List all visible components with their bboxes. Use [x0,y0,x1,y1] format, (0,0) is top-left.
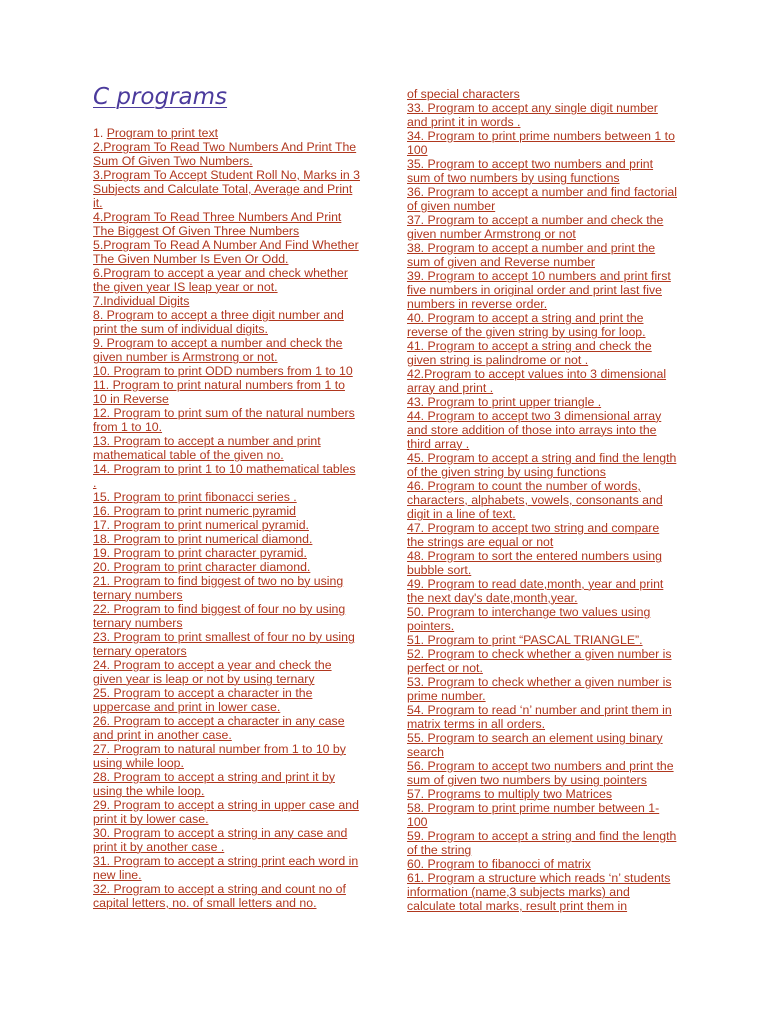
program-link[interactable]: 15. Program to print fibonacci series . [93,490,297,504]
program-link[interactable]: 56. Program to accept two numbers and print the sum of given two numbers by using pointers [407,759,674,787]
program-list-item [93,462,361,490]
program-list-item [407,759,677,787]
program-list-item [93,532,361,546]
program-link[interactable]: 26. Program to accept a character in any case and print in another case. [93,714,345,742]
program-list-item [407,787,677,801]
program-link[interactable]: 25. Program to accept a character in the uppercase and print in lower case. [93,686,313,714]
program-link[interactable]: 61. Program a structure which reads ‘n’ students information (name,3 subjects marks) and calculate total marks, result print them in [407,871,671,913]
program-link[interactable]: 2.Program To Read Two Numbers And Print The Sum Of Given Two Numbers. [93,140,357,168]
program-link[interactable]: 23. Program to print smallest of four no by using ternary operators [93,630,355,658]
program-link[interactable]: 33. Program to accept any single digit number and print it in words . [407,101,658,129]
program-link[interactable]: 37. Program to accept a number and check the given number Armstrong or not [407,213,664,241]
program-link[interactable]: 40. Program to accept a string and print the reverse of the given string by using for loop. [407,311,646,339]
program-list-item [407,857,677,871]
program-link[interactable]: 51. Program to print “PASCAL TRIANGLE”. [407,633,643,647]
program-link[interactable]: 24. Program to accept a year and check the given year is leap or not by using ternary [93,658,332,686]
program-link[interactable]: 14. Program to print 1 to 10 mathematical tables . [93,462,356,490]
program-list-item [407,829,677,857]
program-list-item [407,521,677,549]
program-list-item [93,504,361,518]
program-list-item [93,140,361,168]
program-list-item [93,336,361,364]
program-list-item [407,409,677,451]
program-list-item [93,630,361,658]
program-link[interactable]: 54. Program to read ‘n’ number and print them in matrix terms in all orders. [407,703,672,731]
program-list-item [407,633,677,647]
program-link[interactable]: 55. Program to search an element using binary search [407,731,663,759]
program-link[interactable]: 17. Program to print numerical pyramid. [93,518,309,532]
program-list-item [407,605,677,633]
program-link[interactable]: 6.Program to accept a year and check whether the given year IS leap year or not. [93,266,348,294]
program-list-right [407,87,677,913]
program-link[interactable]: 45. Program to accept a string and find the length of the given string by using functions [407,451,677,479]
program-link[interactable]: 38. Program to accept a number and print the sum of given and Reverse number [407,241,656,269]
program-list-item [93,658,361,686]
program-list-item [407,367,677,395]
program-link[interactable]: 60. Program to fibanocci of matrix [407,857,591,871]
program-link[interactable]: 7.Individual Digits [93,294,190,308]
program-list-item [93,434,361,462]
program-list-item [93,686,361,714]
program-link[interactable]: 31. Program to accept a string print each word in new line. [93,854,359,882]
program-link[interactable]: 46. Program to count the number of words, characters, alphabets, vowels, consonants and digit in a line of text. [407,479,663,521]
program-link[interactable]: 16. Program to print numeric pyramid [93,504,296,518]
program-link[interactable]: 34. Program to print prime numbers between 1 to 100 [407,129,675,157]
program-list-item [93,238,361,266]
program-list-item [407,101,677,129]
program-list-item [93,826,361,854]
program-list-item [93,602,361,630]
program-link[interactable]: 42.Program to accept values into 3 dimensional array and print . [407,367,667,395]
program-link[interactable]: 29. Program to accept a string in upper case and print it by lower case. [93,798,359,826]
program-link[interactable]: of special characters [407,87,520,101]
program-link[interactable]: 19. Program to print character pyramid. [93,546,307,560]
program-list-item [407,801,677,829]
program-link[interactable]: 18. Program to print numerical diamond. [93,532,313,546]
program-list-item [407,311,677,339]
program-link[interactable]: 50. Program to interchange two values using pointers. [407,605,651,633]
program-link[interactable]: 22. Program to find biggest of four no by using ternary numbers [93,602,346,630]
program-list-item [93,854,361,882]
program-list-item [93,406,361,434]
program-list-item [407,871,677,913]
program-list-item [93,126,361,140]
program-list-item [93,378,361,406]
program-link[interactable]: 9. Program to accept a number and check the given number is Armstrong or not. [93,336,343,364]
program-list-item [93,518,361,532]
program-list-item [407,87,677,101]
program-list-item [93,490,361,504]
program-link[interactable]: 8. Program to accept a three digit number and print the sum of individual digits. [93,308,344,336]
program-link[interactable]: 28. Program to accept a string and print it by using the while loop. [93,770,335,798]
program-list-item [407,549,677,577]
program-list-item [407,451,677,479]
program-link[interactable]: 36. Program to accept a number and find factorial of given number [407,185,677,213]
item-number: 1. [93,126,107,140]
program-list-left [93,126,361,910]
program-link[interactable]: 48. Program to sort the entered numbers using bubble sort. [407,549,662,577]
program-link[interactable]: 35. Program to accept two numbers and print sum of two numbers by using functions [407,157,654,185]
program-link[interactable]: 52. Program to check whether a given number is perfect or not. [407,647,672,675]
program-list-item [407,395,677,409]
program-link[interactable]: 43. Program to print upper triangle . [407,395,602,409]
program-list-item [407,479,677,521]
program-list-item [93,294,361,308]
program-list-item [407,241,677,269]
program-link[interactable]: 11. Program to print natural numbers from 1 to 10 in Reverse [93,378,345,406]
program-list-item [407,577,677,605]
program-link[interactable]: Program to print text [106,126,219,140]
program-list-item [407,157,677,185]
program-list-item [93,308,361,336]
program-link[interactable]: 58. Program to print prime number between 1-100 [407,801,660,829]
program-link[interactable]: 53. Program to check whether a given number is prime number. [407,675,672,703]
program-list-item [93,742,361,770]
page-title: C programs [93,84,228,110]
program-list-item [407,731,677,759]
program-list-item [93,882,361,910]
program-link[interactable]: 39. Program to accept 10 numbers and print first five numbers in original order and print last five numbers in reverse order. [407,269,671,311]
program-link[interactable]: 3.Program To Accept Student Roll No, Marks in 3 Subjects and Calculate Total, Average and Print it. [93,168,361,210]
program-link[interactable]: 10. Program to print ODD numbers from 1 to 10 [93,364,353,378]
program-list-item [407,269,677,311]
program-link[interactable]: 49. Program to read date,month, year and print the next day's date,month,year. [407,577,664,605]
program-link[interactable]: 27. Program to natural number from 1 to 10 by using while loop. [93,742,346,770]
program-link[interactable]: 59. Program to accept a string and find the length of the string [407,829,677,857]
program-list-item [407,213,677,241]
program-link[interactable]: 44. Program to accept two 3 dimensional array and store addition of those into arrays into the third array . [407,409,662,451]
program-list-item [93,168,361,210]
program-list-item [407,185,677,213]
program-link[interactable]: 57. Programs to multiply two Matrices [407,787,613,801]
program-list-item [93,210,361,238]
program-link[interactable]: 4.Program To Read Three Numbers And Print The Biggest Of Given Three Numbers [93,210,342,238]
program-list-item [93,546,361,560]
program-list-item [407,339,677,367]
program-link[interactable]: 5.Program To Read A Number And Find Whether The Given Number Is Even Or Odd. [93,238,359,266]
program-list-item [93,770,361,798]
program-link[interactable]: 41. Program to accept a string and check the given string is palindrome or not . [407,339,652,367]
program-link[interactable]: 13. Program to accept a number and print mathematical table of the given no. [93,434,321,462]
program-link[interactable]: 32. Program to accept a string and count no of capital letters, no. of small letters and no. [93,882,346,910]
program-list-item [93,266,361,294]
program-list-item [407,675,677,703]
program-list-item [407,703,677,731]
program-link[interactable]: 20. Program to print character diamond. [93,560,311,574]
program-list-item [93,714,361,742]
program-list-item [93,364,361,378]
program-link[interactable]: 21. Program to find biggest of two no by using ternary numbers [93,574,344,602]
program-list-item [93,798,361,826]
program-link[interactable]: 12. Program to print sum of the natural numbers from 1 to 10. [93,406,355,434]
program-list-item [407,129,677,157]
program-list-item [93,560,361,574]
program-link[interactable]: 30. Program to accept a string in any case and print it by another case . [93,826,348,854]
program-link[interactable]: 47. Program to accept two string and compare the strings are equal or not [407,521,660,549]
program-list-item [93,574,361,602]
program-list-item [407,647,677,675]
